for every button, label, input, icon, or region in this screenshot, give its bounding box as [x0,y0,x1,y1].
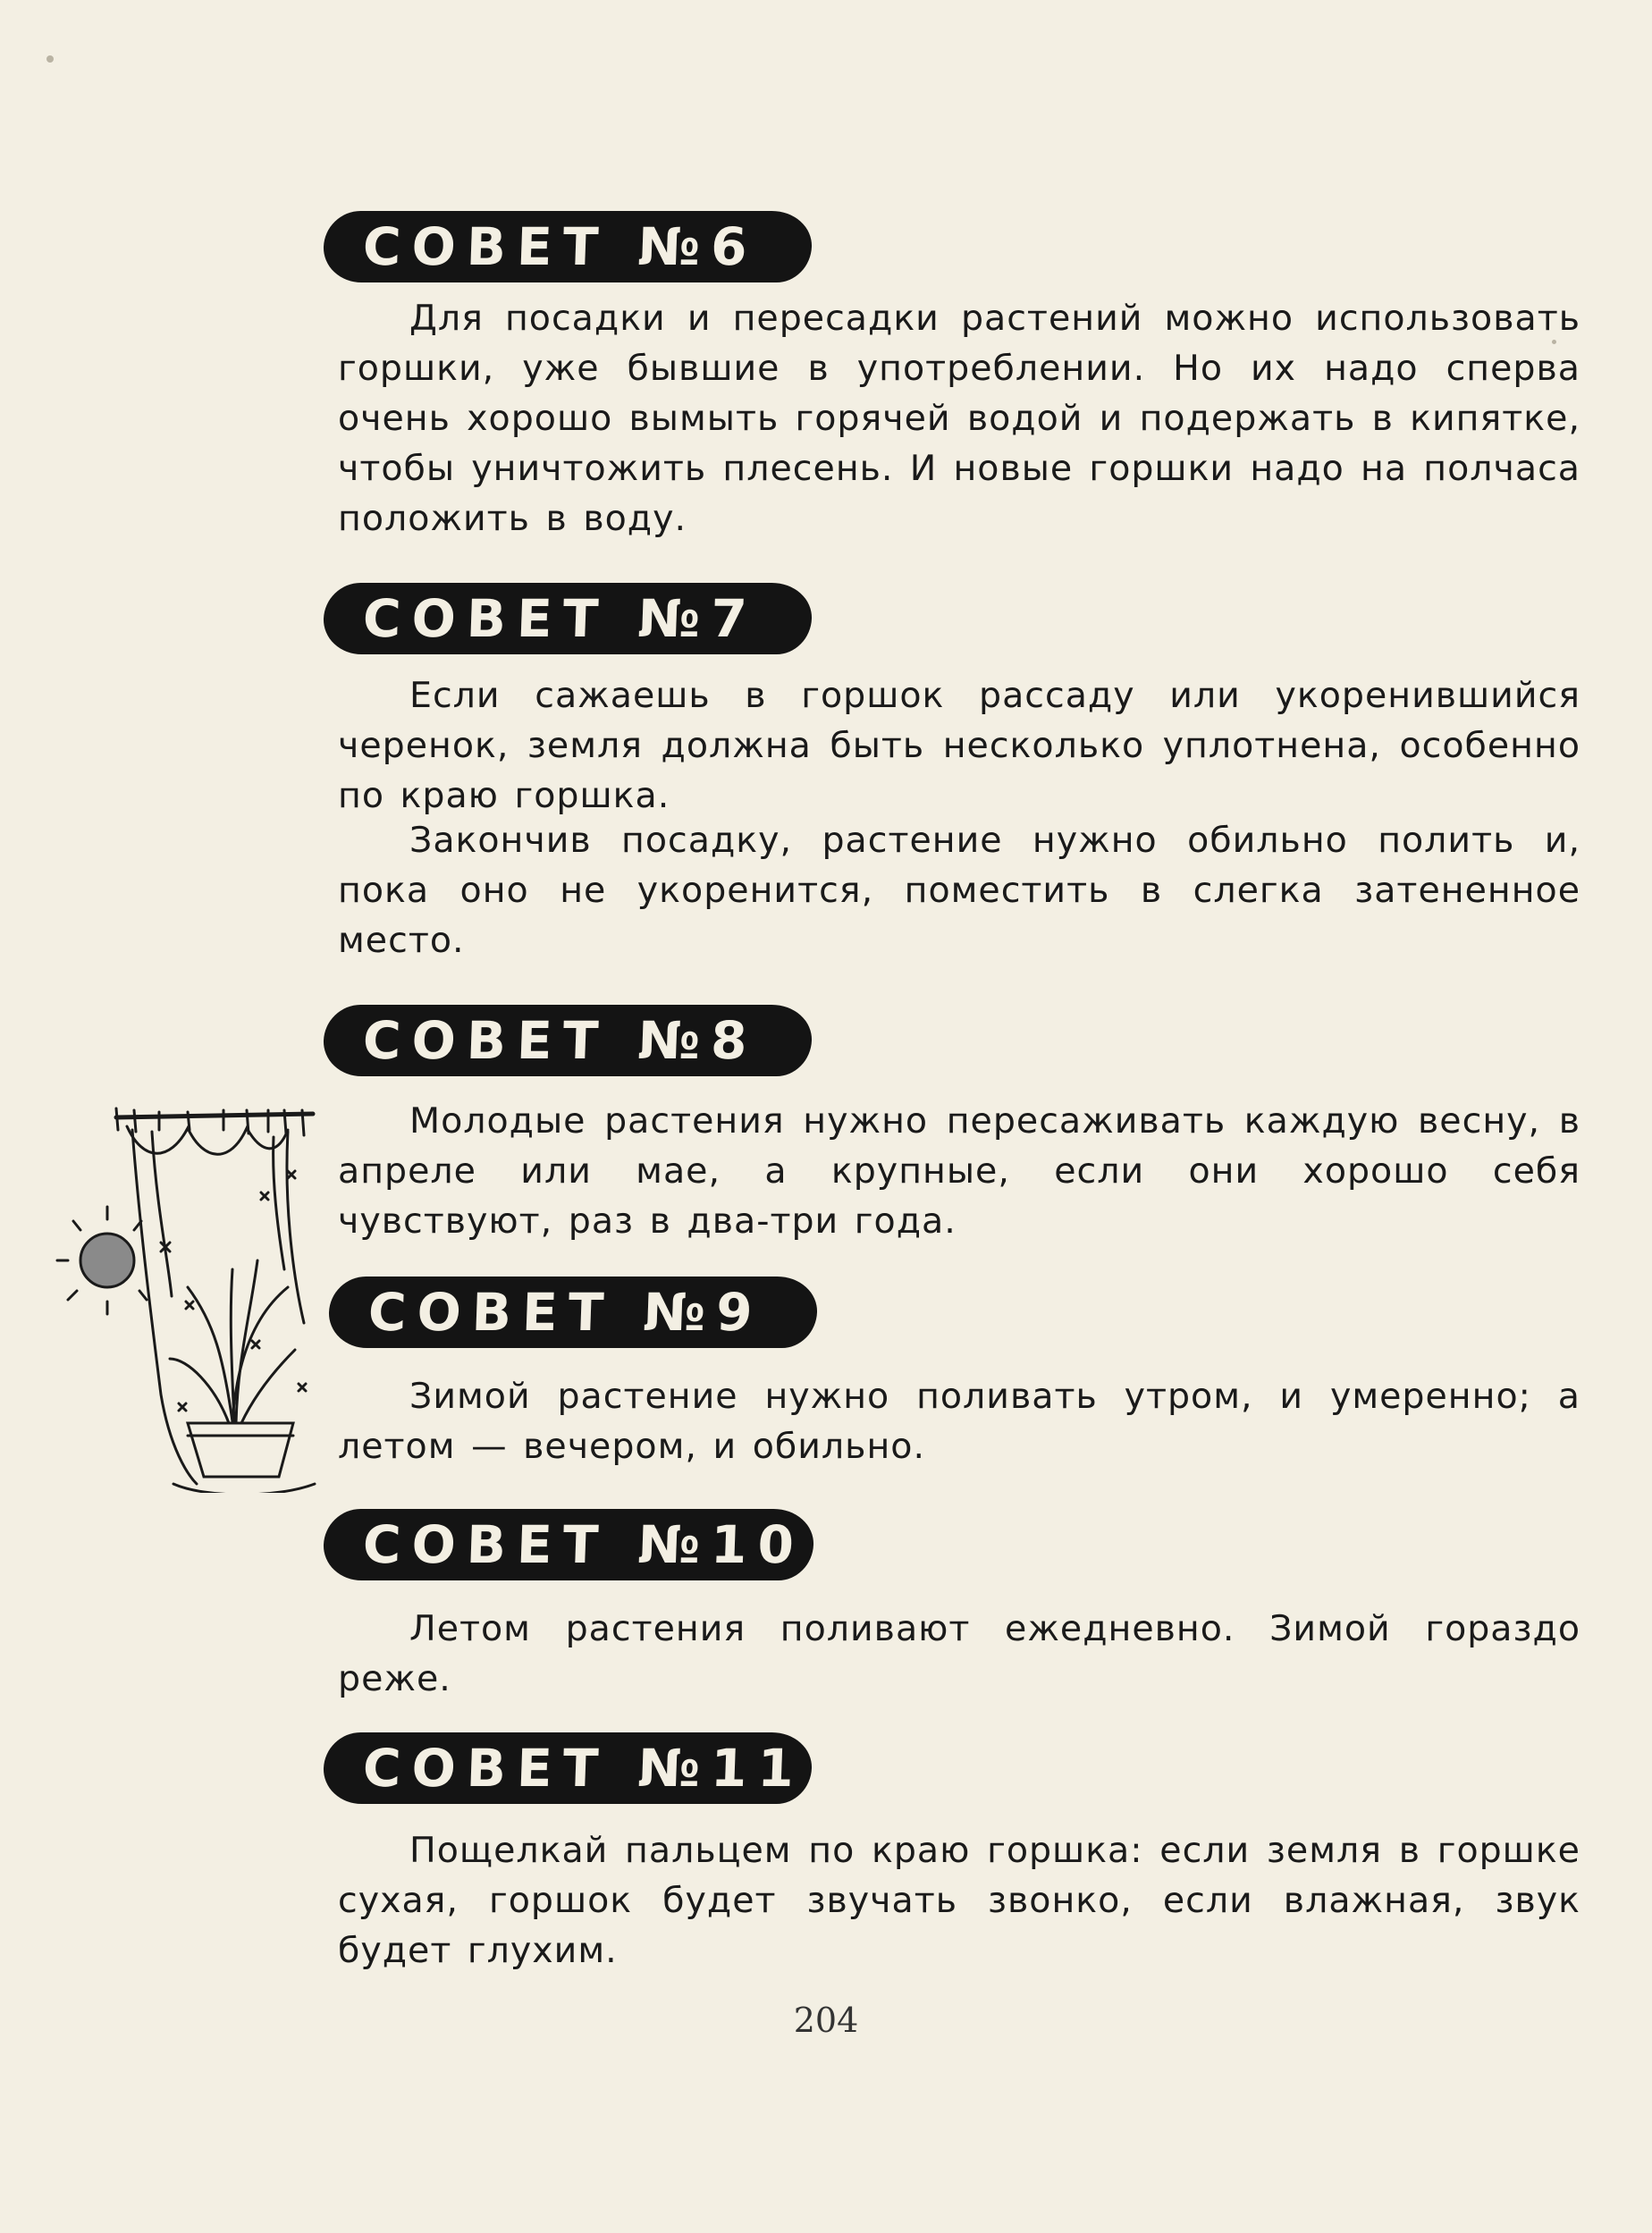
tip-heading-11: СОВЕТ №11 [323,1732,813,1804]
tip-text-7-b [338,815,1580,965]
window-plant-sun-icon [54,1091,340,1493]
tip-text-8-p1: Молодые растения нужно пересаживать каждую весну, в апреле или мае, а крупные, если они хорошо себя чувствуют, раз в два-три года. [338,1100,1580,1242]
tip-text-6 [338,293,1580,544]
page-number: 204 [793,2001,859,2040]
tip-heading-9: СОВЕТ №9 [328,1277,819,1348]
tip-text-9-p1: Зимой растение нужно поливать утром, и умеренно; а летом — вечером, и обильно. [338,1376,1580,1467]
tip-text-7-p2: Закончив посадку, растение нужно обильно полить и, пока оно не укоренится, поместить в слегка затененное место. [338,820,1580,961]
tip-text-10-p1: Летом растения поливают ежедневно. Зимой гораздо реже. [338,1608,1580,1699]
paper-speck [46,55,54,63]
tip-text-6-p1: Для посадки и пересадки растений можно использовать горшки, уже бывшие в употреблении. Но их надо сперва очень хорошо вымыть горячей водой и подержать в кипятке, чтобы уничтожить плесень. И новые горшки надо на полчаса положить в воду. [338,298,1580,539]
tip-heading-6: СОВЕТ №6 [323,211,813,282]
tip-heading-7: СОВЕТ №7 [323,583,813,654]
tip-text-7-a [338,670,1580,821]
tip-text-7-p1: Если сажаешь в горшок рассаду или укоренившийся черенок, земля должна быть несколько уплотнена, особенно по краю горшка. [338,675,1580,816]
tip-text-11 [338,1825,1580,1976]
tip-text-8 [338,1096,1580,1246]
tip-heading-8: СОВЕТ №8 [323,1005,813,1076]
tip-text-9 [338,1371,1580,1471]
tip-text-10 [338,1604,1580,1704]
tip-heading-10: СОВЕТ №10 [323,1509,815,1580]
tip-text-11-p1: Пощелкай пальцем по краю горшка: если земля в горшке сухая, горшок будет звучать звонко, если влажная, звук будет глухим. [338,1830,1580,1971]
